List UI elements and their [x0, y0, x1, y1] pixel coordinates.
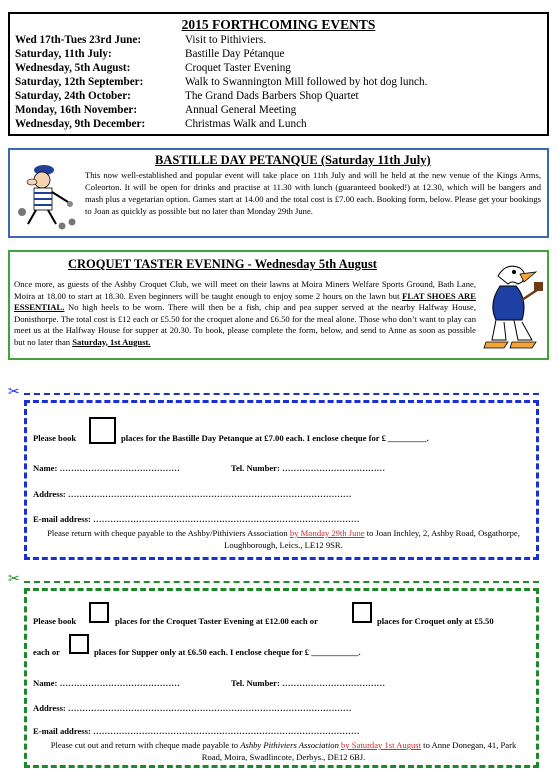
croquet-booking-form	[24, 588, 539, 768]
address-field[interactable]: Address: ………………………………………………………………………………………	[33, 489, 352, 499]
event-row: Wed 17th-Tues 23rd June: Visit to Pithiviers.	[15, 34, 267, 46]
bastille-book-text: places for the Bastille Day Petanque at £7.00 each. I enclose cheque for £ _________.	[121, 433, 429, 443]
name-field[interactable]: Name: ……………………………………	[33, 678, 180, 688]
croquet-duck-illustration	[478, 260, 544, 354]
event-row: Saturday, 12th September: Walk to Swannington Mill followed by hot dog lunch.	[15, 76, 428, 88]
tel-field[interactable]: Tel. Number: ………………………………	[231, 463, 386, 473]
petanque-player-illustration	[14, 160, 80, 232]
scissors-icon: ✂	[8, 572, 20, 587]
events-title: 2015 FORTHCOMING EVENTS	[181, 17, 376, 32]
croquet-line2-prefix: each or	[33, 647, 60, 657]
event-row: Saturday, 24th October: The Grand Dads Barbers Shop Quartet	[15, 90, 359, 102]
croquet-full-places-input[interactable]	[89, 602, 109, 623]
address-field[interactable]: Address: ………………………………………………………………………………………	[33, 703, 352, 713]
name-field[interactable]: Name: ……………………………………	[33, 463, 180, 473]
bastille-description: This now well-established and popular event will take place on 11th July and will be held at the new venue of the Kings Arms, Coleorton. It will be open for drinks and practise at 11.30 with lunch (guaranteed booked!) at 12.30, which will be bangers and mash plus a vegetarian option. Games start at 14.00 and the total cost is £7.00 each. Booking form, below. Please get your bookings to Joan as quickly as possible but no later than Monday 29th June.	[85, 170, 541, 216]
event-row: Monday, 16th November: Annual General Meeting	[15, 104, 297, 116]
supper-text: places for Supper only at £6.50 each. I enclose cheque for £ ___________.	[94, 647, 361, 657]
tel-field[interactable]: Tel. Number: ………………………………	[231, 678, 386, 688]
bastille-box	[8, 148, 549, 238]
bastille-return-note: Please return with cheque payable to the Ashby/Pithiviers Association by Monday 29th June to Joan Inchley, 2, Ashby Road, Osgathorpe, Loughborough, Leics., LE12 9SR.	[47, 528, 520, 550]
event-row: Wednesday, 5th August: Croquet Taster Evening	[15, 62, 291, 74]
croquet-book-text: places for the Croquet Taster Evening at £12.00 each or	[115, 616, 318, 626]
bastille-book-prefix: Please book	[33, 433, 77, 443]
email-field[interactable]: E-mail address: …………………………………………………………………………………	[33, 726, 360, 736]
croquet-return-note: Please cut out and return with cheque made payable to Ashby Pithiviers Association by Saturday 1st August to Anne Donegan, 41, Park Road, Moira, Swadlincote, Derbys., DE12 6BJ.	[50, 740, 517, 762]
email-field[interactable]: E-mail address: …………………………………………………………………………………	[33, 514, 360, 524]
croquet-description: Once more, as guests of the Ashby Croquet Club, we will meet on their lawns at Moira Miners Welfare Sports Ground, Bath Lane, Moira at 18.00 to start at 18.30. Even beginners will be taught enough to enjoy some 2 hours on the lawn but FLAT SHOES ARE ESSENTIAL. No high heels to be worn. There will then be a fish, chip and pea supper served at the nearby Halfway House, Donisthorpe. The total cost is £12 each or £5.50 for the croquet alone and £6.50 for the meal alone. Those who don’t want to play can meet us at the Halfway House for supper at 20.30. To book, please complete the form, below, and send to Anne as soon as possible but no later than Saturday, 1st August.	[14, 279, 476, 347]
events-box	[8, 12, 549, 136]
croquet-only-places-input[interactable]	[352, 602, 372, 623]
event-row: Saturday, 11th July: Bastille Day Pétanque	[15, 48, 285, 60]
bastille-title: BASTILLE DAY PETANQUE (Saturday 11th July)	[155, 153, 431, 167]
supper-places-input[interactable]	[69, 634, 89, 654]
scissors-icon: ✂	[8, 385, 20, 400]
bastille-booking-form	[24, 400, 539, 560]
croquet-book-prefix: Please book	[33, 616, 77, 626]
cut-line	[24, 393, 539, 395]
bastille-places-input[interactable]	[89, 417, 116, 444]
croquet-only-text: places for Croquet only at £5.50	[377, 616, 494, 626]
croquet-title: CROQUET TASTER EVENING - Wednesday 5th August	[68, 257, 377, 271]
cut-line	[24, 581, 539, 583]
croquet-box	[8, 250, 549, 360]
event-row: Wednesday, 9th December: Christmas Walk and Lunch	[15, 118, 307, 130]
